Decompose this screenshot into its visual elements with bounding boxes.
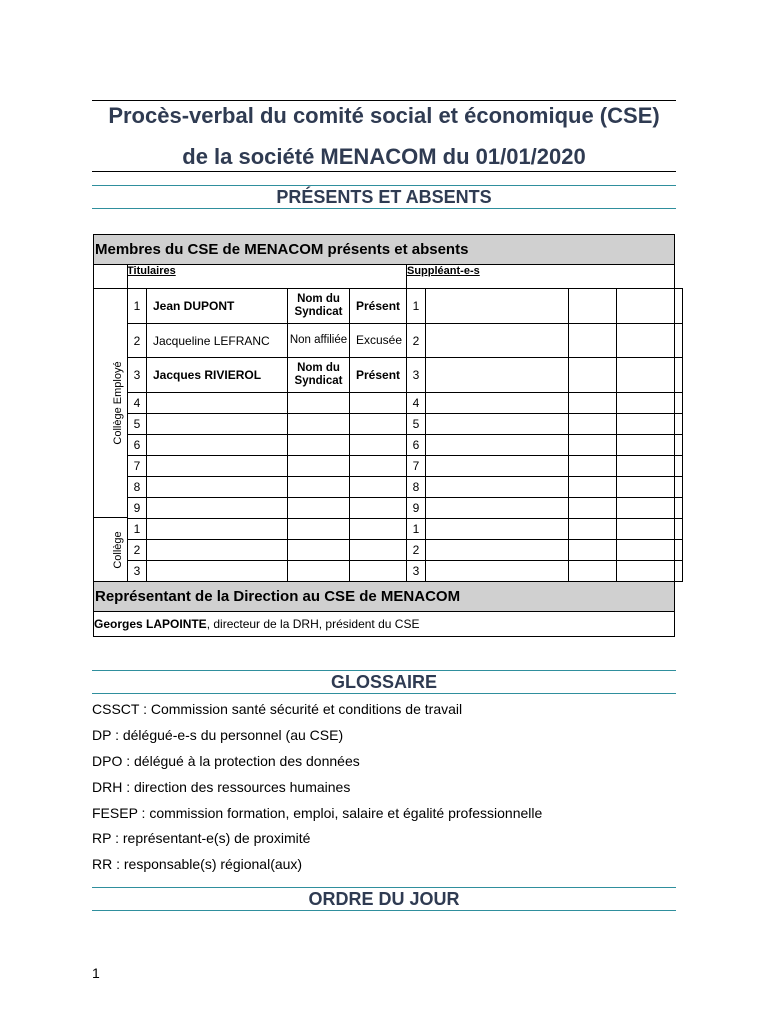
suppleant-status [617, 435, 683, 456]
suppleant-number: 1 [407, 289, 426, 324]
suppleant-number: 3 [407, 358, 426, 393]
suppleant-syndicat [569, 519, 617, 540]
suppleants-label: Suppléant-e-s [407, 265, 480, 277]
suppleant-syndicat [569, 358, 617, 393]
suppleant-name [426, 393, 569, 414]
member-syndicat [288, 561, 350, 582]
member-name [147, 435, 288, 456]
table-row [128, 498, 683, 519]
glossary-item: DPO : délégué à la protection des données [92, 753, 360, 769]
glossary-item: RP : représentant-e(s) de proximité [92, 830, 311, 846]
suppleant-syndicat [569, 289, 617, 324]
glossary-item: DP : délégué-e-s du personnel (au CSE) [92, 727, 344, 743]
member-number: 2 [128, 540, 147, 561]
member-syndicat [288, 477, 350, 498]
suppleant-syndicat [569, 414, 617, 435]
suppleant-number: 2 [407, 540, 426, 561]
member-name: Jacqueline LEFRANC [147, 324, 288, 358]
suppleant-status [617, 519, 683, 540]
member-syndicat [288, 393, 350, 414]
member-status [350, 414, 407, 435]
direction-name: Georges LAPOINTE [94, 617, 207, 631]
suppleant-status [617, 289, 683, 324]
suppleant-syndicat [569, 324, 617, 358]
table-row [128, 435, 683, 456]
table-row [128, 477, 683, 498]
suppleant-name [426, 561, 569, 582]
member-syndicat: Nom du Syndicat [288, 289, 350, 324]
member-status [350, 498, 407, 519]
glossary-item: RR : responsable(s) régional(aux) [92, 856, 303, 872]
member-name [147, 540, 288, 561]
suppleant-name [426, 435, 569, 456]
member-status [350, 435, 407, 456]
member-name: Jacques RIVIEROL [147, 358, 288, 393]
member-number: 3 [128, 358, 147, 393]
member-name [147, 414, 288, 435]
member-number: 8 [128, 477, 147, 498]
member-status [350, 456, 407, 477]
member-syndicat [288, 498, 350, 519]
table-row [128, 456, 683, 477]
suppleant-name [426, 289, 569, 324]
suppleant-number: 3 [407, 561, 426, 582]
suppleant-name [426, 358, 569, 393]
member-status: Présent [350, 358, 407, 393]
table-row [128, 414, 683, 435]
member-status: Présent [350, 289, 407, 324]
member-status: Excusée [350, 324, 407, 358]
suppleant-syndicat [569, 540, 617, 561]
glossary-item: CSSCT : Commission santé sécurité et conditions de travail [92, 701, 463, 717]
member-syndicat: Nom du Syndicat [288, 358, 350, 393]
suppleant-syndicat [569, 456, 617, 477]
section-ordre-heading: ORDRE DU JOUR [92, 887, 676, 911]
suppleant-number: 5 [407, 414, 426, 435]
section-glossaire-heading: GLOSSAIRE [92, 670, 676, 694]
suppleant-syndicat [569, 477, 617, 498]
suppleant-status [617, 561, 683, 582]
member-syndicat [288, 435, 350, 456]
table-row [128, 393, 683, 414]
member-syndicat [288, 456, 350, 477]
direction-description: , directeur de la DRH, président du CSE [206, 617, 420, 631]
suppleant-status [617, 393, 683, 414]
member-name: Jean DUPONT [147, 289, 288, 324]
member-number: 1 [128, 519, 147, 540]
college-2-label: Collège [112, 531, 124, 569]
suppleant-name [426, 456, 569, 477]
suppleant-name [426, 324, 569, 358]
members-grid [127, 288, 683, 582]
suppleant-status [617, 324, 683, 358]
table-row [128, 358, 683, 393]
glossary-item: FESEP : commission formation, emploi, salaire et égalité professionnelle [92, 805, 543, 821]
member-name [147, 498, 288, 519]
section-presents-heading: PRÉSENTS ET ABSENTS [92, 185, 676, 209]
suppleant-name [426, 498, 569, 519]
suppleant-name [426, 519, 569, 540]
suppleant-number: 1 [407, 519, 426, 540]
table-row [128, 324, 683, 358]
member-status [350, 540, 407, 561]
member-number: 3 [128, 561, 147, 582]
member-number: 7 [128, 456, 147, 477]
member-status [350, 393, 407, 414]
member-number: 6 [128, 435, 147, 456]
suppleant-name [426, 477, 569, 498]
member-number: 1 [128, 289, 147, 324]
suppleant-name [426, 540, 569, 561]
college-employe-label: Collège Employé [112, 361, 124, 445]
suppleant-name [426, 414, 569, 435]
direction-representative [93, 612, 419, 636]
member-number: 2 [128, 324, 147, 358]
suppleant-number: 6 [407, 435, 426, 456]
titulaires-label: Titulaires [127, 265, 176, 277]
table-row [128, 540, 683, 561]
member-status [350, 477, 407, 498]
member-name [147, 456, 288, 477]
member-name [147, 519, 288, 540]
members-table-header: Membres du CSE de MENACOM présents et absents [93, 234, 675, 265]
suppleant-status [617, 477, 683, 498]
suppleant-syndicat [569, 498, 617, 519]
table-row [128, 519, 683, 540]
suppleant-status [617, 358, 683, 393]
table-row [128, 561, 683, 582]
suppleant-syndicat [569, 435, 617, 456]
member-name [147, 393, 288, 414]
member-syndicat: Non affiliée [288, 324, 350, 358]
member-status [350, 519, 407, 540]
suppleant-syndicat [569, 393, 617, 414]
member-number: 5 [128, 414, 147, 435]
member-syndicat [288, 414, 350, 435]
suppleant-number: 2 [407, 324, 426, 358]
member-name [147, 561, 288, 582]
suppleant-number: 4 [407, 393, 426, 414]
member-number: 9 [128, 498, 147, 519]
divider [93, 288, 127, 289]
suppleant-status [617, 414, 683, 435]
direction-header: Représentant de la Direction au CSE de MENACOM [93, 581, 675, 612]
member-syndicat [288, 519, 350, 540]
suppleant-status [617, 456, 683, 477]
suppleant-number: 9 [407, 498, 426, 519]
member-syndicat [288, 540, 350, 561]
title-line-1: Procès-verbal du comité social et économique (CSE) [108, 103, 660, 128]
table-row [128, 289, 683, 324]
suppleant-status [617, 498, 683, 519]
glossary-item: DRH : direction des ressources humaines [92, 779, 351, 795]
document-title [92, 100, 676, 172]
member-number: 4 [128, 393, 147, 414]
title-line-2: de la société MENACOM du 01/01/2020 [182, 144, 586, 169]
suppleant-number: 8 [407, 477, 426, 498]
page-number: 1 [92, 965, 100, 981]
member-name [147, 477, 288, 498]
suppleant-number: 7 [407, 456, 426, 477]
suppleant-status [617, 540, 683, 561]
member-status [350, 561, 407, 582]
suppleant-syndicat [569, 561, 617, 582]
